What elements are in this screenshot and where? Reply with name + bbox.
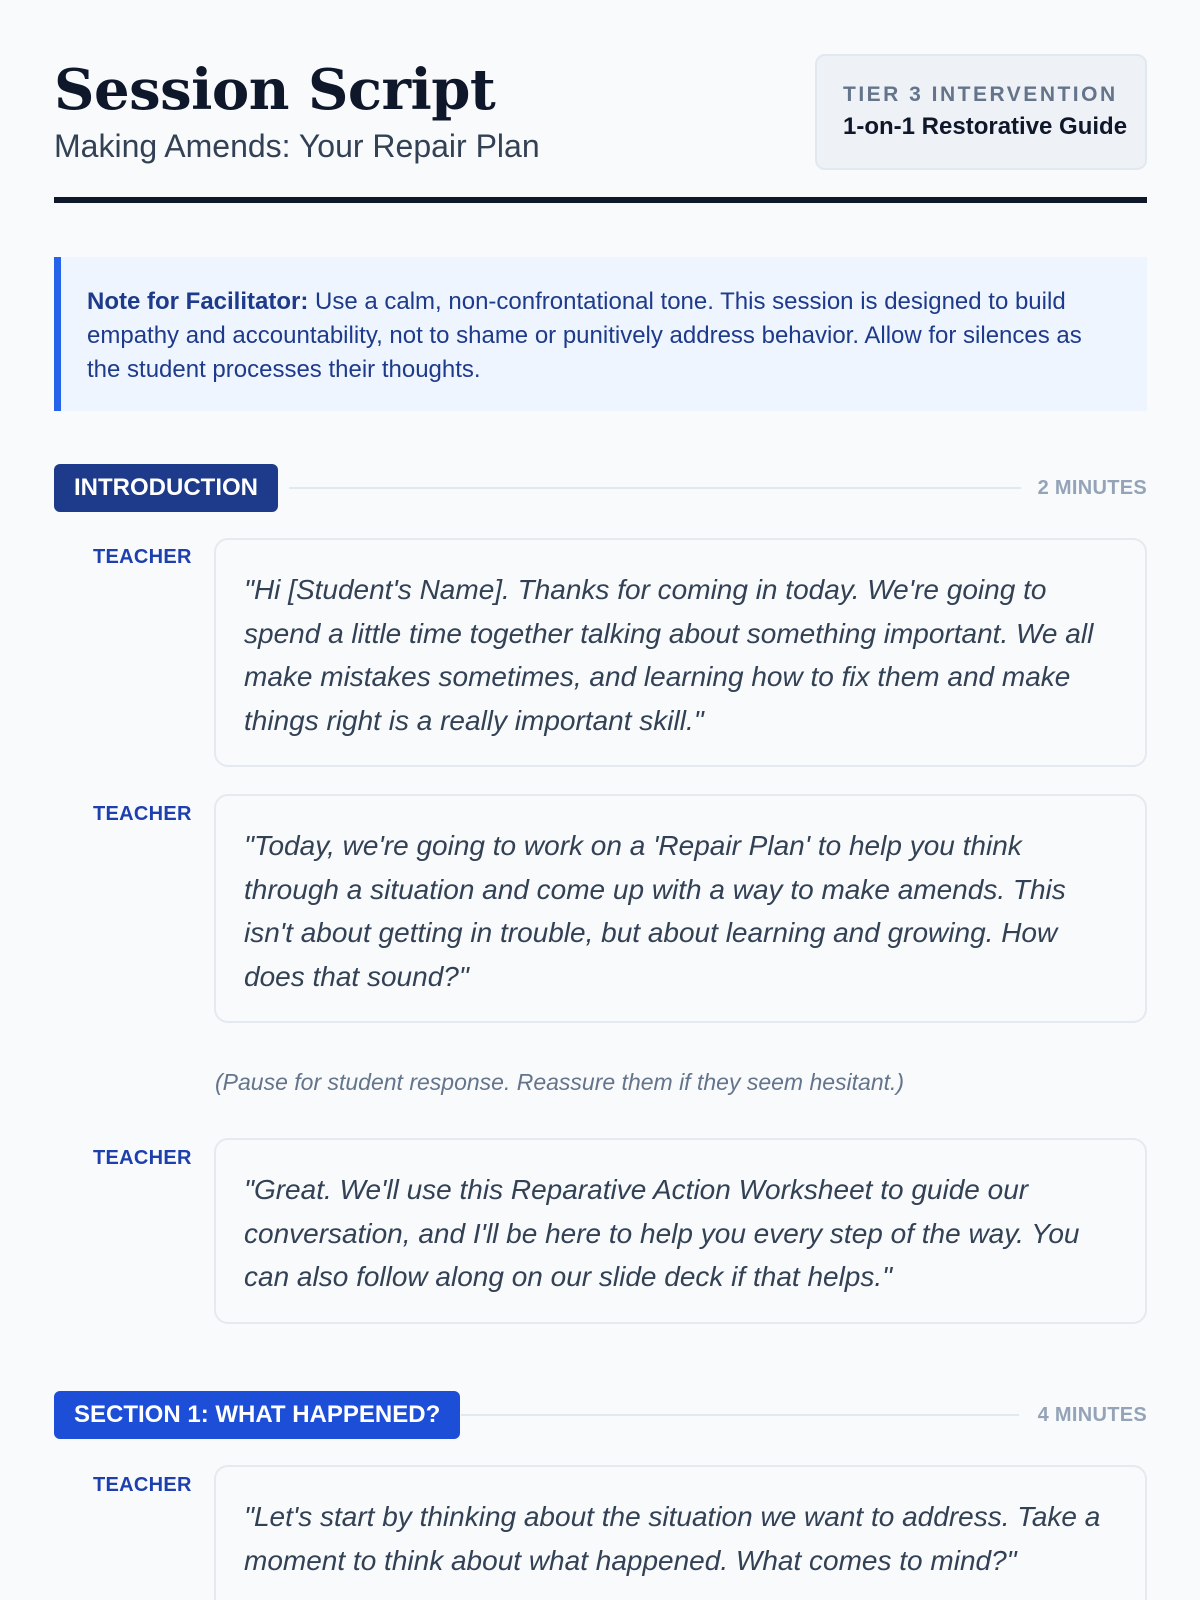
section-divider: [289, 487, 1021, 489]
speaker-label: TEACHER: [93, 1474, 192, 1496]
speaker-label: TEACHER: [93, 1147, 192, 1169]
session-script-page: [54, 0, 1147, 1576]
stage-direction: (Pause for student response. Reassure them if they seem hesitant.): [215, 1069, 905, 1095]
dialogue-bubble: "Great. We'll use this Reparative Action Worksheet to guide our conversation, and I'll be here to help you every step of the way. You can also follow along on our slide deck if that helps.": [214, 1138, 1147, 1324]
page-subtitle: Making Amends: Your Repair Plan: [54, 128, 540, 164]
tier-label: TIER 3 INTERVENTION: [843, 83, 1118, 106]
facilitator-note: [54, 257, 1147, 411]
section-header-what-happened: [54, 1391, 1147, 1439]
tier-badge: [815, 54, 1147, 170]
section-header-introduction: [54, 464, 1147, 512]
section-duration-introduction: 2 MINUTES: [1037, 477, 1147, 499]
page-title: Session Script: [54, 57, 496, 123]
page-header: [54, 0, 1147, 203]
facilitator-note-text: Use a calm, non-confrontational tone. This session is designed to build empathy and accountability, not to shame or punitively address behavior. Allow for silences as the student processes their thoughts.: [87, 288, 1082, 383]
tier-value: 1-on-1 Restorative Guide: [843, 113, 1128, 140]
section-tag-introduction: INTRODUCTION: [54, 464, 278, 512]
section-tag-what-happened: SECTION 1: WHAT HAPPENED?: [54, 1391, 460, 1439]
dialogue-bubble: "Today, we're going to work on a 'Repair Plan' to help you think through a situation and come up with a way to make amends. This isn't about getting in trouble, but about learning and growing. How does that sound?": [214, 794, 1147, 1023]
dialogue-bubble: "Let's start by thinking about the situation we want to address. Take a moment to think about what happened. What comes to mind?": [214, 1465, 1147, 1600]
facilitator-note-label: Note for Facilitator:: [87, 288, 309, 315]
speaker-label: TEACHER: [93, 546, 192, 568]
section-duration-what-happened: 4 MINUTES: [1037, 1404, 1147, 1426]
speaker-label: TEACHER: [93, 803, 192, 825]
dialogue-bubble: "Hi [Student's Name]. Thanks for coming in today. We're going to spend a little time together talking about something important. We all make mistakes sometimes, and learning how to fix them and make things right is a really important skill.": [214, 538, 1147, 767]
section-divider: [461, 1414, 1019, 1416]
